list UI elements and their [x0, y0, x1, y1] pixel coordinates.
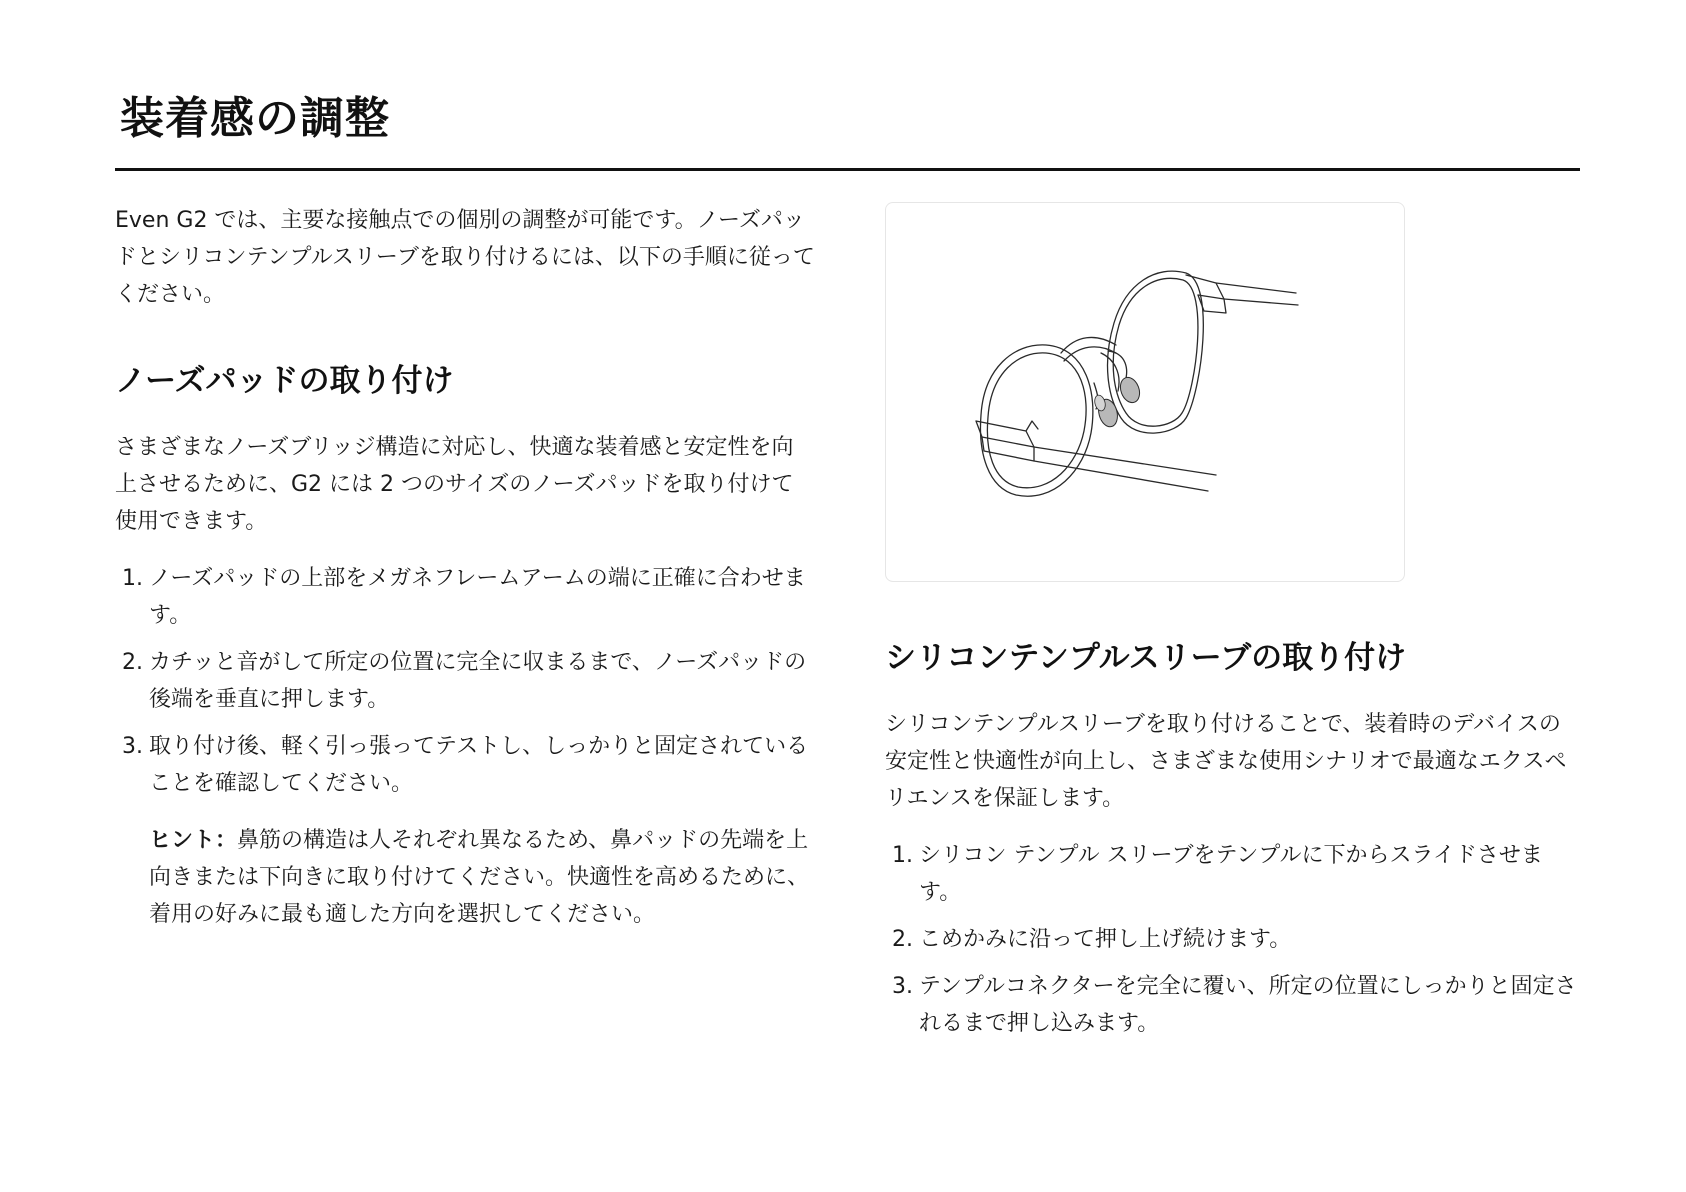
glasses-illustration-frame	[885, 202, 1405, 582]
temple-sleeve-description: シリコンテンプルスリーブを取り付けることで、装着時のデバイスの安定性と快適性が向上し、さまざまな使用シナリオで最適なエクスペリエンスを保証します。	[885, 712, 1567, 811]
step-number: 2.	[892, 927, 913, 952]
temple-sleeve-heading: シリコンテンプルスリーブの取り付け	[885, 640, 1407, 676]
nose-pad-heading: ノーズパッドの取り付け	[115, 363, 454, 399]
step-number: 3.	[892, 974, 913, 999]
step-number: 3.	[122, 734, 143, 759]
list-item	[885, 837, 1580, 911]
step-text: こめかみに沿って押し上げ続けます。	[919, 927, 1292, 952]
page-title: 装着感の調整	[120, 93, 390, 144]
title-divider	[115, 168, 1580, 171]
glasses-nose-pad-illustration-icon	[886, 203, 1405, 582]
hint-note	[149, 822, 815, 933]
list-item	[115, 728, 815, 802]
step-text: シリコン テンプル スリーブをテンプルに下からスライドさせます。	[919, 843, 1543, 905]
list-item	[115, 644, 815, 718]
list-item	[115, 560, 815, 634]
nose-pad-steps	[115, 560, 815, 802]
list-item	[885, 921, 1580, 958]
list-item	[885, 968, 1580, 1042]
step-number: 1.	[892, 843, 913, 868]
step-text: テンプルコネクターを完全に覆い、所定の位置にしっかりと固定されるまで押し込みます。	[919, 974, 1577, 1036]
step-number: 2.	[122, 650, 143, 675]
step-text: ノーズパッドの上部をメガネフレームアームの端に正確に合わせます。	[149, 566, 806, 628]
hint-label: ヒント：	[149, 828, 238, 853]
step-text: 取り付け後、軽く引っ張ってテストし、しっかりと固定されていることを確認してください。	[149, 734, 809, 796]
step-text: カチッと音がして所定の位置に完全に収まるまで、ノーズパッドの後端を垂直に押します。	[149, 650, 807, 712]
temple-sleeve-section	[885, 636, 1580, 1052]
hint-text: 鼻筋の構造は人それぞれ異なるため、鼻パッドの先端を上向きまたは下向きに取り付けてください。快適性を高めるために、着用の好みに最も適した方向を選択してください。	[149, 828, 810, 927]
nose-pad-description: さまざまなノーズブリッジ構造に対応し、快適な装着感と安定性を向上させるために、G2 には 2 つのサイズのノーズパッドを取り付けて使用できます。	[115, 435, 794, 534]
left-column	[115, 202, 815, 933]
temple-sleeve-steps	[885, 837, 1580, 1042]
intro-paragraph: Even G2 では、主要な接触点での個別の調整が可能です。ノーズパッドとシリコンテンプルスリーブを取り付けるには、以下の手順に従ってください。	[115, 208, 815, 307]
step-number: 1.	[122, 566, 143, 591]
